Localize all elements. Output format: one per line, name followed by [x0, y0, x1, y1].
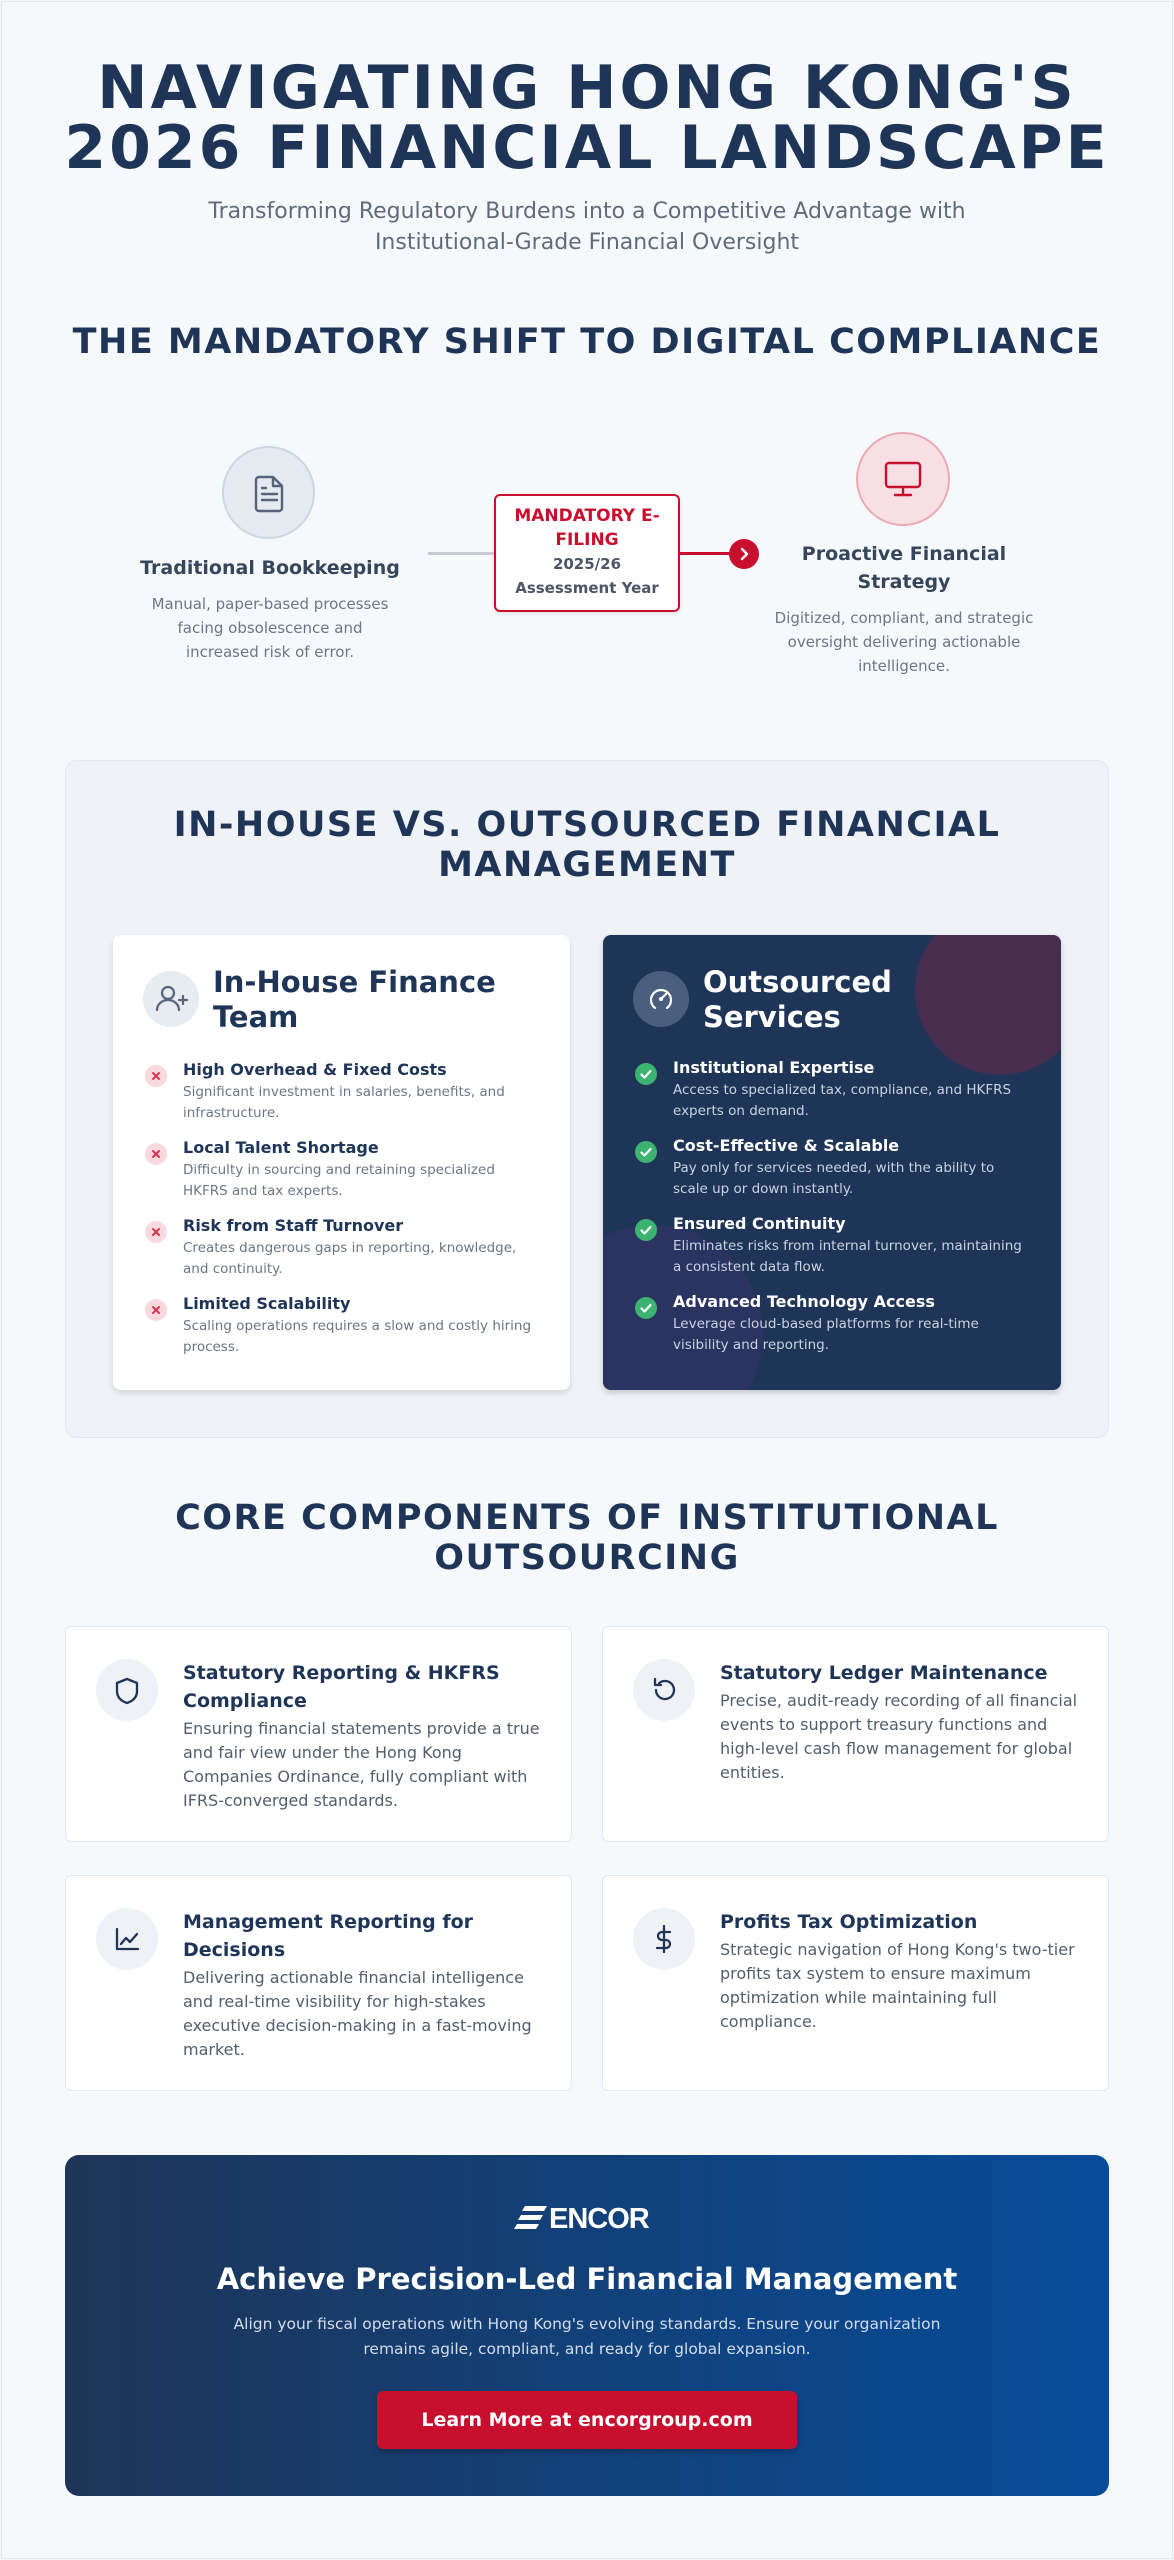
dollar-icon — [633, 1908, 695, 1970]
inhouse-item — [183, 1059, 553, 1124]
gauge-icon — [633, 971, 689, 1027]
desc-line: high-level cash flow management for global — [720, 1739, 1073, 1758]
proactive-title-line: Strategy — [857, 571, 951, 593]
proactive-strategy-desc — [744, 606, 1064, 678]
traditional-bookkeeping-block — [110, 554, 430, 664]
desc-line: Creates dangerous gaps in reporting, knowledge, — [183, 1240, 517, 1256]
desc-line: Scaling operations requires a slow and costly hiring — [183, 1318, 532, 1334]
inhouse-item-desc — [183, 1160, 553, 1202]
desc-line: visibility and reporting. — [673, 1337, 830, 1353]
x-icon — [145, 1065, 167, 1087]
check-icon — [635, 1063, 657, 1085]
outsourced-card — [603, 935, 1061, 1390]
traditional-desc-line: facing obsolescence and — [177, 619, 363, 637]
encor-logo — [65, 2200, 1109, 2234]
desc-line: experts on demand. — [673, 1103, 809, 1119]
proactive-desc-line: intelligence. — [858, 657, 950, 675]
proactive-desc-line: oversight delivering actionable — [787, 633, 1021, 651]
component-card-text — [183, 1659, 553, 1813]
desc-line: events to support treasury functions and — [720, 1715, 1048, 1734]
document-icon — [222, 446, 315, 539]
page-subtitle — [0, 196, 1174, 258]
shift-section-title: THE MANDATORY SHIFT TO DIGITAL COMPLIANCE — [72, 322, 1102, 362]
component-desc — [720, 1938, 1090, 2034]
traditional-desc-line: Manual, paper-based processes — [151, 595, 389, 613]
desc-line: and fair view under the Hong Kong — [183, 1743, 462, 1762]
desc-line: Strategic navigation of Hong Kong's two-tier — [720, 1940, 1075, 1959]
desc-line: Significant investment in salaries, benefits, and — [183, 1084, 505, 1100]
component-desc — [720, 1689, 1090, 1785]
outsourced-item-desc — [673, 1158, 1043, 1200]
inhouse-item — [183, 1137, 553, 1202]
component-card-text — [720, 1659, 1090, 1785]
e-filing-badge — [494, 494, 680, 612]
component-card-management-reporting — [65, 1875, 572, 2091]
outsourced-item-title: Institutional Expertise — [673, 1058, 875, 1077]
desc-line: scale up or down instantly. — [673, 1181, 854, 1197]
connector-line-left — [428, 552, 496, 555]
components-title-line: CORE COMPONENTS OF INSTITUTIONAL — [175, 1498, 999, 1538]
desc-line: entities. — [720, 1763, 785, 1782]
outsourced-card-title — [703, 965, 892, 1035]
component-title-line: Decisions — [183, 1939, 286, 1961]
component-card-ledger-maintenance — [602, 1626, 1109, 1842]
component-title-line: Profits Tax Optimization — [720, 1911, 978, 1933]
component-title-line: Statutory Ledger Maintenance — [720, 1662, 1048, 1684]
desc-line: optimization while maintaining full — [720, 1988, 997, 2007]
desc-line: market. — [183, 2040, 245, 2059]
desc-line: Delivering actionable financial intelligence — [183, 1968, 524, 1987]
page-subtitle-line1: Transforming Regulatory Burdens into a Competitive Advantage with — [208, 199, 966, 224]
cta-desc-line: remains agile, compliant, and ready for global expansion. — [363, 2340, 811, 2358]
x-icon — [145, 1299, 167, 1321]
learn-more-button[interactable]: Learn More at encorgroup.com — [377, 2391, 797, 2449]
outsourced-item — [673, 1135, 1043, 1200]
outsourced-item-title: Ensured Continuity — [673, 1214, 846, 1233]
desc-line: HKFRS and tax experts. — [183, 1183, 343, 1199]
outsourced-item-desc — [673, 1080, 1043, 1122]
desc-line: IFRS-converged standards. — [183, 1791, 398, 1810]
logo-text: ENCOR — [549, 2203, 649, 2234]
proactive-title-line: Proactive Financial — [801, 543, 1007, 565]
check-icon — [635, 1297, 657, 1319]
desc-line: compliance. — [720, 2012, 817, 2031]
check-icon — [635, 1141, 657, 1163]
component-desc — [183, 1966, 553, 2062]
component-desc — [183, 1717, 553, 1813]
desc-line: a consistent data flow. — [673, 1259, 825, 1275]
badge-line2: FILING — [555, 530, 619, 550]
inhouse-card — [113, 935, 570, 1390]
components-title-line: OUTSOURCING — [434, 1538, 740, 1578]
desc-line: infrastructure. — [183, 1105, 280, 1121]
comparison-title-line: IN-HOUSE VS. OUTSOURCED FINANCIAL — [173, 805, 1001, 845]
desc-line: profits tax system to ensure maximum — [720, 1964, 1031, 1983]
component-title-line: Statutory Reporting & HKFRS — [183, 1662, 500, 1684]
badge-line4: Assessment Year — [515, 579, 659, 597]
outsourced-item-title: Cost-Effective & Scalable — [673, 1136, 900, 1155]
page-subtitle-line2: Institutional-Grade Financial Oversight — [374, 230, 800, 255]
component-card-profits-tax — [602, 1875, 1109, 2091]
component-card-text — [183, 1908, 553, 2062]
badge-line1: MANDATORY E- — [514, 506, 660, 526]
page-title-line2: 2026 FINANCIAL LANDSCAPE — [64, 113, 1110, 183]
rotate-ccw-icon — [633, 1659, 695, 1721]
monitor-icon — [856, 432, 950, 526]
inhouse-title-line: In-House Finance — [213, 965, 496, 999]
check-icon — [635, 1219, 657, 1241]
inhouse-card-title — [213, 965, 496, 1035]
components-section-title — [0, 1498, 1174, 1578]
component-title-line: Management Reporting for — [183, 1911, 474, 1933]
cta-title: Achieve Precision-Led Financial Management — [216, 2262, 958, 2296]
inhouse-item — [183, 1215, 553, 1280]
inhouse-item-title: Local Talent Shortage — [183, 1138, 379, 1157]
inhouse-item-desc — [183, 1082, 553, 1124]
desc-line: Ensuring financial statements provide a true — [183, 1719, 540, 1738]
cta-banner — [65, 2155, 1109, 2496]
badge-line3: 2025/26 — [552, 555, 622, 573]
outsourced-item — [673, 1213, 1043, 1278]
page-title-line1: NAVIGATING HONG KONG'S — [97, 53, 1077, 123]
desc-line: Eliminates risks from internal turnover, maintaining — [673, 1238, 1022, 1254]
outsourced-item-desc — [673, 1314, 1043, 1356]
traditional-bookkeeping-title: Traditional Bookkeeping — [140, 557, 400, 579]
outsourced-item-desc — [673, 1236, 1043, 1278]
x-icon — [145, 1221, 167, 1243]
desc-line: Precise, audit-ready recording of all financial — [720, 1691, 1078, 1710]
traditional-desc-line: increased risk of error. — [185, 643, 355, 661]
cta-desc-line: Align your fiscal operations with Hong Kong's evolving standards. Ensure your organization — [233, 2315, 941, 2333]
desc-line: Access to specialized tax, compliance, and HKFRS — [673, 1082, 1012, 1098]
component-card-text — [720, 1908, 1090, 2034]
desc-line: executive decision-making in a fast-moving — [183, 2016, 532, 2035]
inhouse-item — [183, 1293, 553, 1358]
line-chart-icon — [96, 1908, 158, 1970]
inhouse-item-title: High Overhead & Fixed Costs — [183, 1060, 447, 1079]
cta-description — [65, 2312, 1109, 2362]
proactive-desc-line: Digitized, compliant, and strategic — [774, 609, 1034, 627]
shield-icon — [96, 1659, 158, 1721]
comparison-title-line: MANAGEMENT — [438, 845, 736, 885]
comparison-section-title — [0, 805, 1174, 885]
inhouse-item-desc — [183, 1238, 553, 1280]
outsourced-item — [673, 1057, 1043, 1122]
desc-line: and real-time visibility for high-stakes — [183, 1992, 486, 2011]
outsourced-item — [673, 1291, 1043, 1356]
decorative-circle — [915, 935, 1061, 1075]
proactive-strategy-title — [744, 540, 1064, 596]
user-plus-icon — [143, 971, 199, 1027]
desc-line: Difficulty in sourcing and retaining specialized — [183, 1162, 495, 1178]
inhouse-title-line: Team — [213, 1000, 299, 1034]
page-title — [0, 53, 1174, 183]
x-icon — [145, 1143, 167, 1165]
proactive-strategy-block — [744, 540, 1064, 678]
traditional-bookkeeping-desc — [110, 592, 430, 664]
outsourced-item-title: Advanced Technology Access — [673, 1292, 935, 1311]
inhouse-item-title: Limited Scalability — [183, 1294, 351, 1313]
inhouse-item-desc — [183, 1316, 553, 1358]
desc-line: and continuity. — [183, 1261, 283, 1277]
desc-line: Pay only for services needed, with the ability to — [673, 1160, 995, 1176]
component-title-line: Compliance — [183, 1690, 307, 1712]
connector-line-right — [680, 552, 730, 555]
outsourced-title-line: Outsourced — [703, 965, 892, 999]
desc-line: process. — [183, 1339, 240, 1355]
inhouse-item-title: Risk from Staff Turnover — [183, 1216, 404, 1235]
component-card-statutory-reporting — [65, 1626, 572, 1842]
outsourced-title-line: Services — [703, 1000, 841, 1034]
desc-line: Leverage cloud-based platforms for real-time — [673, 1316, 979, 1332]
desc-line: Companies Ordinance, fully compliant with — [183, 1767, 528, 1786]
